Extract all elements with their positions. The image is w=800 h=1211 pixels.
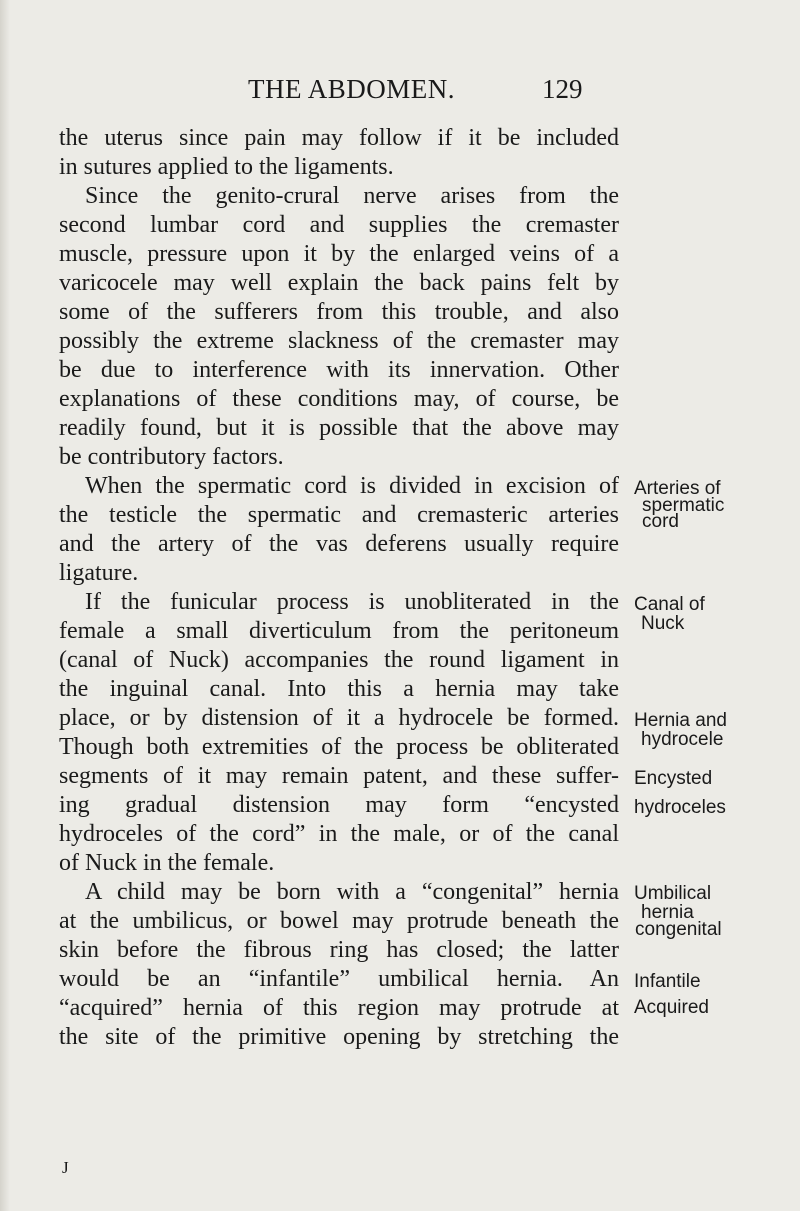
side-note-congenital: congenital (635, 919, 722, 940)
body-line: ligature. (59, 560, 139, 586)
body-line: possibly the extreme slackness of the cremaster may (59, 328, 619, 354)
body-line: the site of the primitive opening by stretching the (59, 1024, 619, 1050)
page-number: 129 (542, 74, 583, 104)
body-line: When the spermatic cord is divided in excision of (85, 473, 619, 499)
side-note-hydrocele: hydrocele (641, 729, 724, 750)
side-note-hydroceles: hydroceles (634, 797, 726, 818)
body-line: segments of it may remain patent, and these suffer- (59, 763, 619, 789)
body-line: A child may be born with a “congenital” hernia (85, 879, 619, 905)
side-note-umbilical: Umbilical (634, 883, 712, 904)
body-line: female a small diverticulum from the peritoneum (59, 618, 619, 644)
body-line: explanations of these conditions may, of course, be (59, 386, 619, 412)
side-note-nuck: Nuck (641, 613, 685, 634)
body-line: Since the genito-crural nerve arises from the (85, 183, 619, 209)
body-line: and the artery of the vas deferens usually require (59, 531, 619, 557)
body-line: the inguinal canal. Into this a hernia may take (59, 676, 619, 702)
running-title: THE ABDOMEN. (248, 74, 455, 104)
body-line: readily found, but it is possible that the above may (59, 415, 619, 441)
body-line: the uterus since pain may follow if it be included (59, 125, 619, 151)
body-line: be contributory factors. (59, 444, 284, 470)
body-line: ing gradual distension may form “encysted (59, 792, 619, 818)
side-note-canal-of: Canal of (634, 594, 705, 615)
side-note-hernia: hernia (641, 902, 694, 923)
body-line: (canal of Nuck) accompanies the round ligament in (59, 647, 619, 673)
body-line: hydroceles of the cord” in the male, or of the canal (59, 821, 619, 847)
body-line: varicocele may well explain the back pains felt by (59, 270, 619, 296)
body-line: muscle, pressure upon it by the enlarged veins of a (59, 241, 619, 267)
body-line: in sutures applied to the ligaments. (59, 154, 394, 180)
body-line: would be an “infantile” umbilical hernia. An (59, 966, 619, 992)
side-note-hernia-and: Hernia and (634, 710, 727, 731)
body-line: skin before the fibrous ring has closed; the latter (59, 937, 619, 963)
body-line: at the umbilicus, or bowel may protrude beneath the (59, 908, 619, 934)
body-line: some of the sufferers from this trouble, and also (59, 299, 619, 325)
body-line: “acquired” hernia of this region may protrude at (59, 995, 619, 1021)
body-line: be due to interference with its innervation. Other (59, 357, 619, 383)
side-note-cord: cord (642, 511, 679, 532)
body-line: If the funicular process is unobliterated in the (85, 589, 619, 615)
side-note-infantile: Infantile (634, 971, 701, 992)
page-edge-shadow (0, 0, 10, 1211)
body-line: of Nuck in the female. (59, 850, 275, 876)
body-line: the testicle the spermatic and cremasteric arteries (59, 502, 619, 528)
body-line: Though both extremities of the process be obliterated (59, 734, 619, 760)
body-line: second lumbar cord and supplies the cremaster (59, 212, 619, 238)
running-header (0, 74, 800, 108)
side-note-acquired: Acquired (634, 997, 709, 1018)
side-note-encysted: Encysted (634, 768, 713, 789)
side-note-arteries-of: Arteries of (634, 478, 721, 499)
side-note-spermatic: spermatic (642, 495, 725, 516)
signature-mark: J (62, 1158, 69, 1177)
body-line: place, or by distension of it a hydrocele be formed. (59, 705, 619, 731)
